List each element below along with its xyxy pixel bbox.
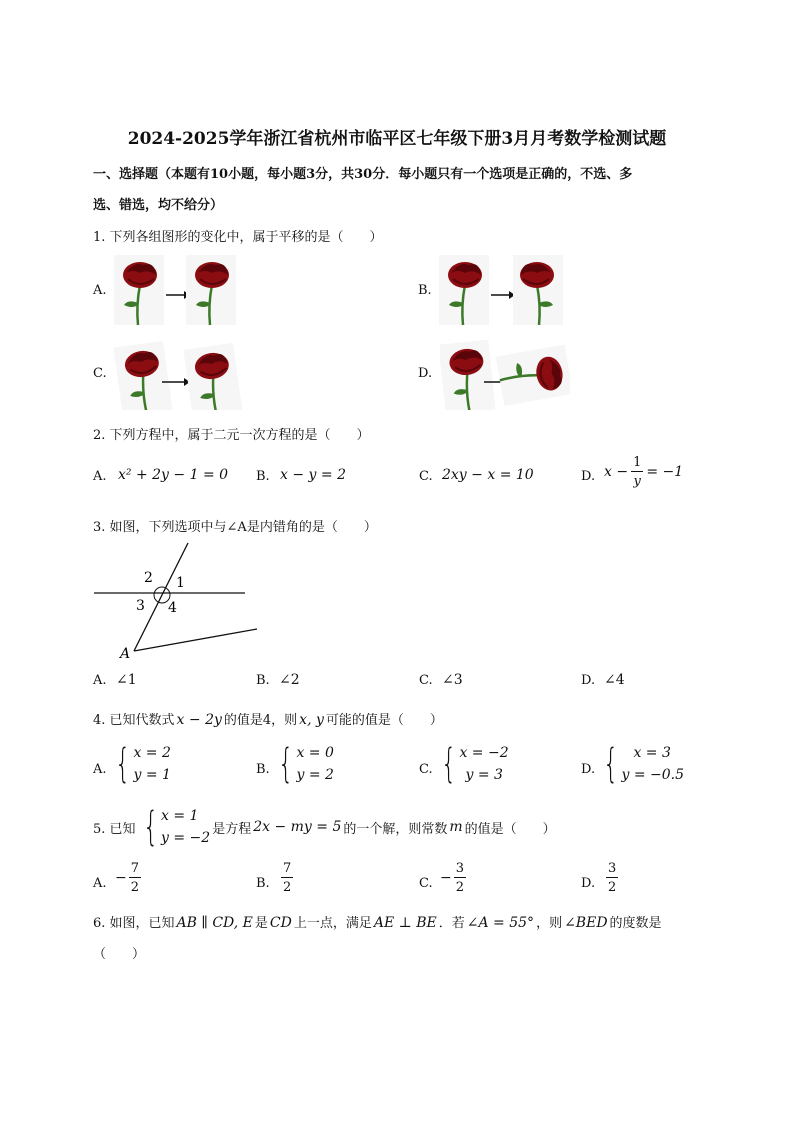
- q3-option-b: ∠2: [279, 672, 300, 688]
- q5-eq2: y = −2: [161, 830, 211, 846]
- q5-option-d-label: D.: [581, 876, 596, 891]
- q4-b-eq2: y = 2: [296, 767, 334, 783]
- section-heading-line1: 一、选择题（本题有10小题，每小题3分，共30分．每小题只有一个选项是正确的，不选、多: [93, 167, 633, 182]
- q3-option-d: ∠4: [604, 672, 625, 688]
- page-title: 2024-2025学年浙江省杭州市临平区七年级下册3月月考数学检测试题: [127, 129, 667, 149]
- rose-icon: [113, 341, 172, 410]
- q3-option-d-label: D.: [581, 673, 596, 688]
- q5-var: m: [449, 819, 463, 835]
- q5-stem-mid2: 的一个解，则常数: [343, 821, 448, 837]
- q5-a-den: 2: [130, 880, 140, 895]
- q4-a-eq1: x = 2: [133, 745, 171, 761]
- q6-stem-a: 是: [254, 916, 268, 931]
- q1-option-a-label: A.: [93, 283, 107, 298]
- q5-system: { x = 1 y = −2: [142, 804, 211, 850]
- q5-b-num: 7: [283, 861, 292, 876]
- question-6-stem: [93, 912, 662, 931]
- question-3-stem: 3. 如图，下列选项中与∠A是内错角的是（ ）: [93, 520, 377, 535]
- q5-stem-mid: 是方程: [212, 821, 252, 837]
- question-4-stem: [93, 709, 443, 728]
- question-6-answer-bracket: （ ）: [93, 947, 146, 962]
- q4-option-d: { x = 3 y = −0.5: [603, 741, 684, 787]
- q4-expr: x − 2y: [176, 712, 222, 728]
- q4-stem-post: 可能的值是（ ）: [325, 713, 443, 728]
- q5-c-sign: −: [440, 870, 452, 886]
- q2-option-d-label: D.: [581, 469, 596, 484]
- section-heading-line2: 选、错选，均不给分）: [93, 198, 224, 213]
- rose-icon: [439, 255, 489, 325]
- q5-b-den: 2: [283, 880, 292, 895]
- rose-mirrored-icon: [513, 255, 563, 325]
- q5-option-c-label: C.: [419, 876, 433, 891]
- rose-icon: [114, 255, 164, 325]
- q2-option-c: 2xy − x = 10: [442, 467, 534, 483]
- q5-option-a: [115, 862, 141, 894]
- q6-expr3: AE ⊥ BE: [373, 915, 437, 931]
- q4-c-eq2: y = 3: [465, 767, 503, 783]
- q5-a-sign: −: [115, 870, 127, 886]
- q4-option-c-label: C.: [419, 762, 433, 777]
- q4-option-b-label: B.: [256, 762, 270, 777]
- q3-label-1: 1: [176, 575, 185, 591]
- q4-a-eq2: y = 1: [133, 767, 171, 783]
- q4-d-eq2: y = −0.5: [621, 767, 684, 783]
- q1-option-b-label: B.: [418, 283, 432, 298]
- rose-icon: [440, 340, 496, 410]
- rose-icon: [186, 255, 236, 325]
- q6-stem-d: ，则: [536, 916, 563, 931]
- q1-option-b-figure: [437, 253, 577, 328]
- q2-d-fraction: [631, 456, 643, 488]
- rose-rotated-icon: [496, 345, 570, 406]
- q5-a-num: 7: [130, 861, 140, 876]
- q6-expr4: ∠A = 55°: [466, 915, 535, 931]
- q6-stem-e: 的度数是: [609, 916, 662, 931]
- q6-stem-pre: 6. 如图，已知: [93, 916, 175, 931]
- q4-c-eq1: x = −2: [459, 745, 509, 761]
- q5-option-d: [604, 862, 618, 894]
- q2-option-d: [604, 456, 683, 488]
- q2-d-den: y: [633, 474, 641, 489]
- q6-expr5: ∠BED: [564, 915, 608, 931]
- q3-option-c-label: C.: [419, 673, 433, 688]
- q5-c-den: 2: [455, 880, 465, 895]
- q3-label-4: 4: [168, 600, 177, 616]
- q1-option-c-figure: [112, 340, 242, 410]
- q1-option-a-figure: [110, 253, 240, 328]
- q5-d-den: 2: [608, 880, 617, 895]
- q5-c-num: 3: [455, 861, 465, 876]
- q3-option-a: ∠1: [116, 672, 137, 688]
- q5-stem-pre: 5. 已知: [93, 821, 136, 837]
- question-5-stem: [93, 804, 556, 850]
- q4-stem-pre: 4. 已知代数式: [93, 713, 175, 728]
- q2-option-b-label: B.: [256, 469, 270, 484]
- q5-eq1: x = 1: [161, 808, 199, 824]
- q3-figure: [90, 540, 265, 665]
- q2-option-b: x − y = 2: [280, 467, 346, 483]
- rose-icon: [183, 343, 242, 410]
- q6-stem-c: ．若: [438, 916, 465, 931]
- q5-equation: 2x − my = 5: [253, 819, 342, 835]
- q2-option-c-label: C.: [419, 469, 433, 484]
- q6-expr1: AB ∥ CD, E: [176, 915, 253, 931]
- q4-option-d-label: D.: [581, 762, 596, 777]
- q5-stem-post: 的值是（ ）: [464, 821, 556, 837]
- q5-option-b-label: B.: [256, 876, 270, 891]
- q4-b-eq1: x = 0: [296, 745, 334, 761]
- question-1-stem: 1. 下列各组图形的变化中，属于平移的是（ ）: [93, 230, 383, 245]
- q4-vars: x, y: [299, 712, 324, 728]
- q4-option-c: { x = −2 y = 3: [441, 741, 509, 787]
- q3-option-b-label: B.: [256, 673, 270, 688]
- q1-option-d-label: D.: [418, 366, 433, 381]
- q1-option-d-figure: [440, 340, 570, 410]
- q2-d-num: 1: [633, 455, 642, 470]
- q5-d-num: 3: [608, 861, 617, 876]
- q3-label-3: 3: [136, 598, 145, 614]
- q3-option-a-label: A.: [93, 673, 107, 688]
- q6-expr2: CD: [269, 915, 292, 931]
- q5-option-a-label: A.: [93, 876, 107, 891]
- q2-option-a-label: A.: [93, 469, 107, 484]
- q5-option-c: [440, 862, 466, 894]
- q3-option-c: ∠3: [442, 672, 463, 688]
- q1-option-c-label: C.: [93, 366, 107, 381]
- q4-option-a: { x = 2 y = 1: [115, 741, 171, 787]
- q4-option-a-label: A.: [93, 762, 107, 777]
- q2-option-a: x² + 2y − 1 = 0: [118, 467, 229, 483]
- q4-stem-mid: 的值是4，则: [223, 713, 298, 728]
- q6-stem-b: 上一点，满足: [293, 916, 372, 931]
- q2-d-post: = −1: [646, 464, 684, 480]
- q4-d-eq1: x = 3: [633, 745, 671, 761]
- q3-label-2: 2: [144, 570, 153, 586]
- q5-option-b: [279, 862, 293, 894]
- question-2-stem: 2. 下列方程中，属于二元一次方程的是（ ）: [93, 428, 370, 443]
- q2-d-pre: x −: [604, 464, 629, 480]
- q3-label-a: A: [120, 646, 131, 662]
- q4-option-b: { x = 0 y = 2: [278, 741, 334, 787]
